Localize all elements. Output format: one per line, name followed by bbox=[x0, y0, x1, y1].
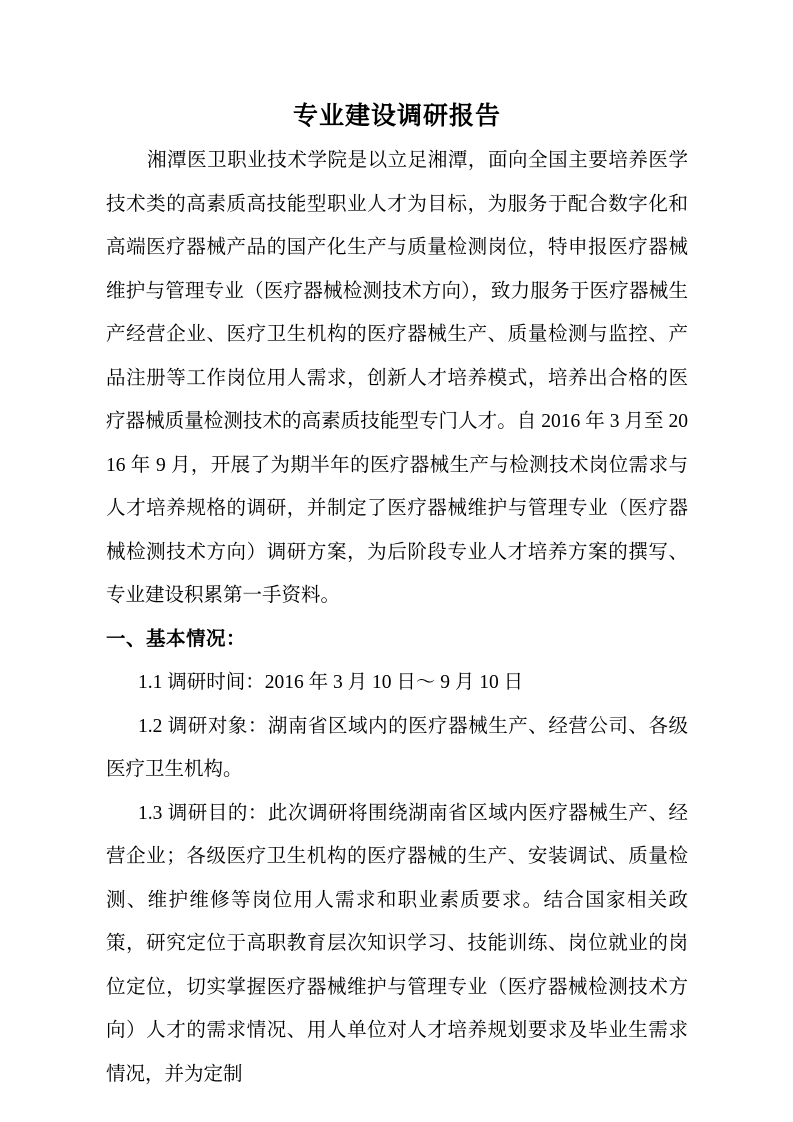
document-title: 专业建设调研报告 bbox=[292, 102, 501, 130]
item-survey-time: 1.1 调研时间：2016 年 3 月 10 日～ 9 月 10 日 bbox=[138, 672, 524, 693]
document-body bbox=[106, 139, 688, 1096]
intro-paragraph: 湘潭医卫职业技术学院是以立足湘潭，面向全国主要培养医学技术类的高素质高技能型职业人才为目标，为服务于配合数字化和高端医疗器械产品的国产化生产与质量检测岗位，特申报医疗器械维护与管理专业（医疗器械检测技术方向），致力服务于医疗器械生产经营企业、医疗卫生机构的医疗器械生产、质量检测与监控、产品注册等工作岗位用人需求，创新人才培养模式，培养出合格的医疗器械质量检测技术的高素质技能型专门人才。自 2016 年 3 月至 2016 年 9 月，开展了为期半年的医疗器械生产与检测技术岗位需求与人才培养规格的调研，并制定了医疗器械维护与管理专业（医疗器械检测技术方向）调研方案，为后阶段专业人才培养方案的撰写、专业建设积累第一手资料。 bbox=[106, 150, 688, 606]
item-survey-purpose: 1.3 调研目的：此次调研将围绕湖南省区域内医疗器械生产、经营企业；各级医疗卫生机构的医疗器械的生产、安装调试、质量检测、维护维修等岗位用人需求和职业素质要求。结合国家相关政策，研究定位于高职教育层次知识学习、技能训练、岗位就业的岗位定位，切实掌握医疗器械维护与管理专业（医疗器械检测技术方向）人才的需求情况、用人单位对人才培养规划要求及毕业生需求情况，并为定制 bbox=[106, 802, 688, 1085]
item-survey-target: 1.2 调研对象：湖南省区域内的医疗器械生产、经营公司、各级医疗卫生机构。 bbox=[106, 715, 688, 780]
section-heading-basic-info: 一、基本情况： bbox=[106, 627, 247, 650]
